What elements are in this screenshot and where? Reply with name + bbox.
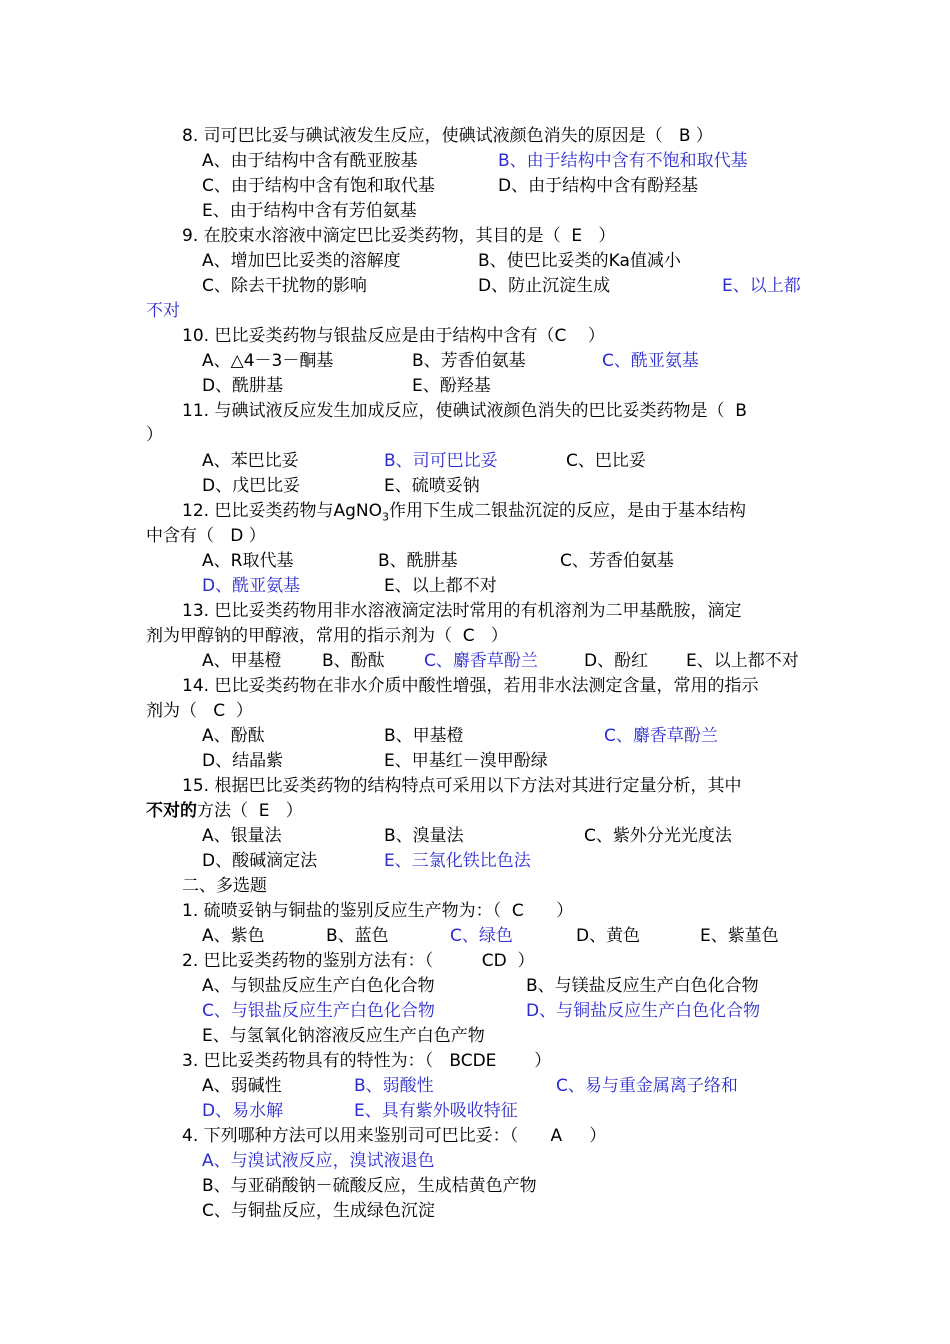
q12-stem [182, 500, 746, 522]
q11-stem: 11. 与碘试液反应发生加成反应，使碘试液颜色消失的巴比妥类药物是（ B [182, 401, 747, 421]
q14-option-c: C、麝香草酚兰 [604, 726, 718, 746]
m2-option-d: D、与铜盐反应生产白色化合物 [526, 1001, 761, 1021]
m3-option-c: C、易与重金属离子络和 [556, 1076, 738, 1096]
m4-option-c: C、与铜盐反应，生成绿色沉淀 [202, 1201, 435, 1221]
m2-option-b: B、与镁盐反应生产白色化合物 [526, 976, 759, 996]
m3-option-a: A、弱碱性 [202, 1076, 282, 1096]
m1-option-d: D、黄色 [576, 926, 641, 946]
q11-option-e: E、硫喷妥钠 [384, 476, 480, 496]
q9-option-c: C、除去干扰物的影响 [202, 276, 367, 296]
q12-stem-part2: 作用下生成二银盐沉淀的反应，是由于基本结构 [388, 501, 746, 521]
q12-stem-part1: 12. 巴比妥类药物与AgNO [182, 501, 382, 521]
q12-option-a: A、R取代基 [202, 551, 294, 571]
section-heading-multi-choice: 二、多选题 [182, 876, 267, 896]
q8-option-d: D、由于结构中含有酚羟基 [498, 176, 699, 196]
q13-option-e: E、以上都不对 [686, 651, 799, 671]
m1-stem: 1. 硫喷妥钠与铜盐的鉴别反应生产物为：（ C ） [182, 901, 574, 921]
q14-stem-cont: 剂为（ C ） [146, 701, 253, 721]
q14-option-b: B、甲基橙 [384, 726, 464, 746]
q12-stem-subscript: 3 [381, 510, 389, 524]
m1-option-b: B、蓝色 [326, 926, 389, 946]
q15-stem-emphasis: 不对的 [146, 801, 197, 821]
q14-stem: 14. 巴比妥类药物在非水介质中酸性增强，若用非水法测定含量，常用的指示 [182, 676, 759, 696]
q9-option-a: A、增加巴比妥类的溶解度 [202, 251, 401, 271]
q13-option-b: B、酚酞 [322, 651, 385, 671]
m1-option-a: A、紫色 [202, 926, 265, 946]
m4-stem: 4. 下列哪种方法可以用来鉴别司可巴比妥：（ A ） [182, 1126, 607, 1146]
q9-option-e: E、以上都 [722, 276, 801, 296]
q8-option-b: B、由于结构中含有不饱和取代基 [498, 151, 748, 171]
m2-stem: 2. 巴比妥类药物的鉴别方法有：（ CD ） [182, 951, 535, 971]
q9-option-e-cont: 不对 [146, 301, 180, 321]
q15-stem-rest: 方法（ E ） [197, 801, 303, 821]
m3-option-e: E、具有紫外吸收特征 [354, 1101, 518, 1121]
q12-option-d: D、酰亚氨基 [202, 576, 301, 596]
q15-option-e: E、三氯化铁比色法 [384, 851, 531, 871]
q13-stem-cont: 剂为甲醇钠的甲醇液，常用的指示剂为（ C ） [146, 626, 508, 646]
q15-option-d: D、酸碱滴定法 [202, 851, 318, 871]
m2-option-e: E、与氢氧化钠溶液反应生产白色产物 [202, 1026, 485, 1046]
q14-option-e: E、甲基红－溴甲酚绿 [384, 751, 548, 771]
q11-option-b: B、司可巴比妥 [384, 451, 498, 471]
m3-option-b: B、弱酸性 [354, 1076, 434, 1096]
q15-option-a: A、银量法 [202, 826, 282, 846]
q11-option-d: D、戊巴比妥 [202, 476, 301, 496]
q13-option-c: C、麝香草酚兰 [424, 651, 538, 671]
q10-option-d: D、酰肼基 [202, 376, 284, 396]
q12-option-e: E、以上都不对 [384, 576, 497, 596]
q13-option-d: D、酚红 [584, 651, 649, 671]
m2-option-a: A、与钡盐反应生产白色化合物 [202, 976, 435, 996]
q10-stem: 10. 巴比妥类药物与银盐反应是由于结构中含有（C ） [182, 326, 605, 346]
q8-option-e: E、由于结构中含有芳伯氨基 [202, 201, 417, 221]
m4-option-b: B、与亚硝酸钠－硫酸反应，生成桔黄色产物 [202, 1176, 537, 1196]
m3-option-d: D、易水解 [202, 1101, 284, 1121]
q14-option-a: A、酚酞 [202, 726, 265, 746]
q8-option-c: C、由于结构中含有饱和取代基 [202, 176, 435, 196]
q14-option-d: D、结晶紫 [202, 751, 284, 771]
q12-stem-cont: 中含有（ D ） [146, 526, 266, 546]
q10-option-e: E、酚羟基 [412, 376, 491, 396]
q9-option-b: B、使巴比妥类的Ka值减小 [478, 251, 681, 271]
q10-option-c: C、酰亚氨基 [602, 351, 699, 371]
q12-option-c: C、芳香伯氨基 [560, 551, 674, 571]
q15-stem: 15. 根据巴比妥类药物的结构特点可采用以下方法对其进行定量分析，其中 [182, 776, 742, 796]
m1-option-c: C、绿色 [450, 926, 513, 946]
q9-option-d: D、防止沉淀生成 [478, 276, 611, 296]
q15-option-c: C、紫外分光光度法 [584, 826, 732, 846]
m2-option-c: C、与银盐反应生产白色化合物 [202, 1001, 435, 1021]
m1-option-e: E、紫堇色 [700, 926, 779, 946]
q11-stem-cont: ） [146, 425, 163, 445]
m3-stem: 3. 巴比妥类药物具有的特性为：（ BCDE ） [182, 1051, 552, 1071]
q13-stem: 13. 巴比妥类药物用非水溶液滴定法时常用的有机溶剂为二甲基酰胺，滴定 [182, 601, 742, 621]
q15-stem-cont [146, 800, 303, 822]
q13-option-a: A、甲基橙 [202, 651, 282, 671]
q8-stem: 8. 司可巴比妥与碘试液发生反应，使碘试液颜色消失的原因是（ B ） [182, 126, 713, 146]
q15-option-b: B、溴量法 [384, 826, 464, 846]
q10-option-a: A、△4－3－酮基 [202, 351, 334, 371]
q9-stem: 9. 在胶束水溶液中滴定巴比妥类药物，其目的是（ E ） [182, 226, 616, 246]
q12-option-b: B、酰肼基 [378, 551, 458, 571]
q8-option-a: A、由于结构中含有酰亚胺基 [202, 151, 418, 171]
q11-option-c: C、巴比妥 [566, 451, 646, 471]
m4-option-a: A、与溴试液反应，溴试液退色 [202, 1151, 435, 1171]
q10-option-b: B、芳香伯氨基 [412, 351, 526, 371]
q11-option-a: A、苯巴比妥 [202, 451, 299, 471]
